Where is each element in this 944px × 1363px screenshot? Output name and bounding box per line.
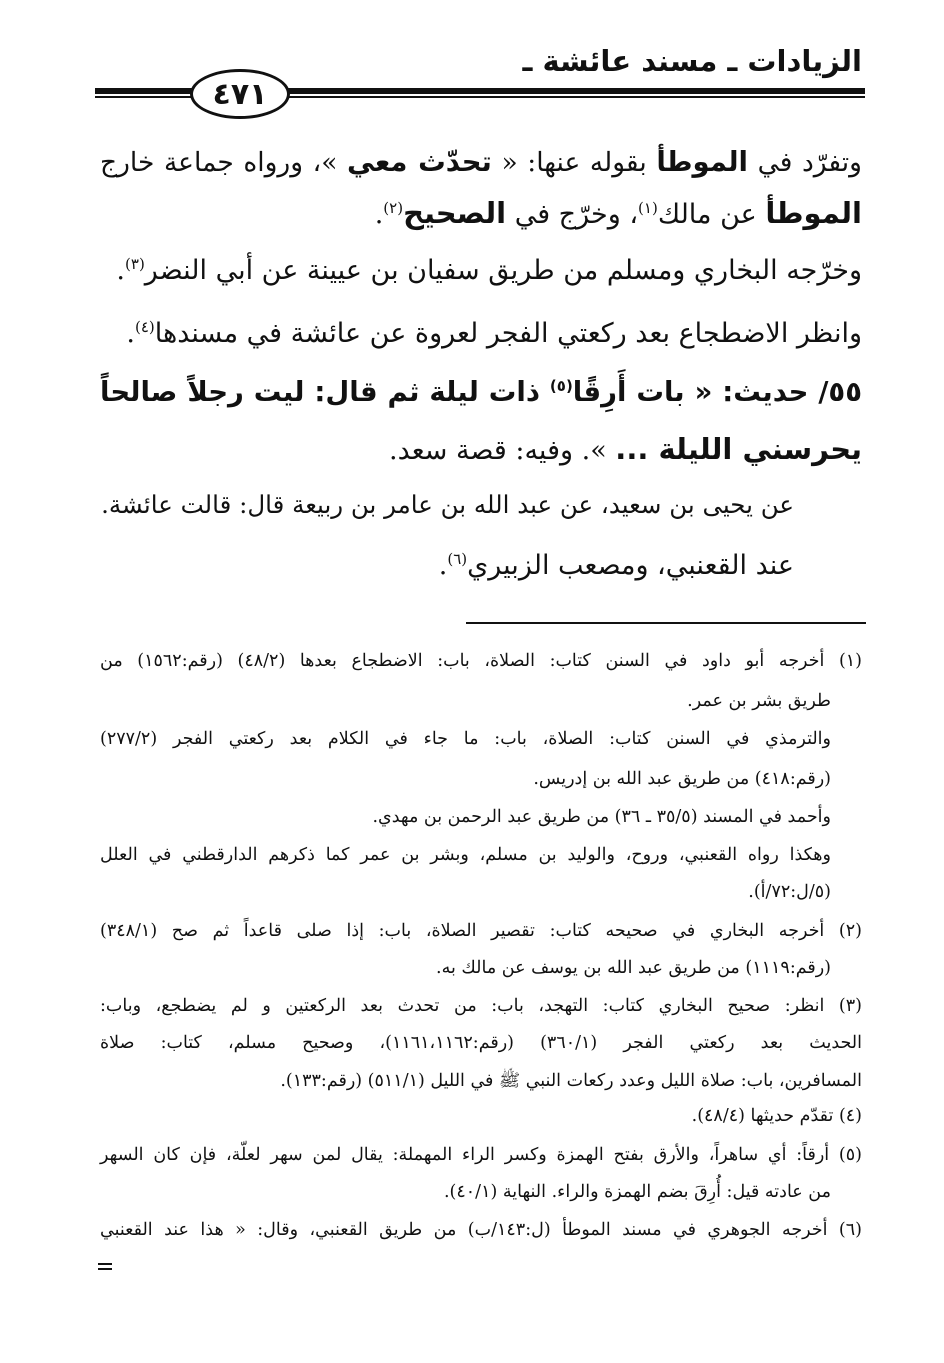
footnote-line: وهكذا رواه القعنبي، وروح، والوليد بن مسلم، وبشر بن عمر كما ذكرهم الدارقطني في العلل [100, 845, 831, 865]
text-run: »، ورواه جماعة خارج [100, 147, 348, 178]
footnote-separator [466, 622, 866, 624]
footnote-line: (٣) انظر: صحيح البخاري كتاب: التهجد، باب: من تحدث بعد الركعتين و لم يضطجع، وباب: [100, 996, 862, 1016]
text-run: ». وفيه: قصة سعد. [389, 435, 616, 466]
body-line-2 [100, 196, 862, 230]
hadith-number: ٥٥/ [808, 376, 862, 408]
footnote-ref: (٣) [125, 255, 145, 273]
footnote-ref: (٦) [447, 550, 468, 568]
quoted-phrase-emphasis: تحدّث معي [347, 146, 492, 178]
footnote-line: (٤) تقدّم حديثها (٤٨/٤). [691, 1106, 862, 1126]
hadith-text: « بات أَرِقًا [572, 376, 723, 408]
text-run: . [374, 199, 384, 230]
footnote-line: (رقم:١١١٩) من طريق عبد الله بن يوسف عن مالك به. [436, 958, 831, 978]
footnote-line: وأحمد في المسند (٣٥/٥ ـ ٣٦) من طريق عبد الرحمن بن مهدي. [372, 807, 831, 827]
footnote-line: (رقم:٤١٨) من طريق عبد الله بن إدريس. [533, 769, 831, 789]
running-header-title: الزيادات ـ مسند عائشة ـ [522, 44, 862, 78]
text-run: ، وخرّج في [506, 199, 639, 230]
footnote-line: الحديث بعد ركعتي الفجر (٣٦٠/١) (رقم:١١٦١،١١٦٢)، وصحيح مسلم، كتاب: صلاة [100, 1033, 862, 1053]
footnote-line: المسافرين، باب: صلاة الليل وعدد ركعات النبي ﷺ في الليل (٥١١/١) (رقم:١٣٣). [280, 1071, 862, 1091]
body-line-8 [100, 550, 794, 581]
body-line-6 [100, 432, 862, 466]
footnote-line: (١) أخرجه أبو داود في السنن كتاب: الصلاة، باب: الاضطجاع بعدها (٤٨/٢) (رقم:١٥٦٢) من [100, 651, 862, 671]
text-run: . [126, 318, 135, 349]
footnote-ref: (٢) [383, 199, 404, 217]
footnote-line: (٥) أرقاً: أي ساهراً، والأرق بفتح الهمزة وكسر الراء المهملة: يقال لمن سهر لعلّة، فإن كان السهر [100, 1145, 862, 1165]
footnote-line: (٥/ل:٧٢/أ). [748, 882, 831, 902]
book-title-emphasis: الموطأ [765, 196, 862, 230]
hadith-heading-line [100, 376, 862, 408]
text-run: وخرّجه البخاري ومسلم من طريق سفيان بن عيينة عن أبي النضر [144, 255, 862, 286]
body-line-3 [100, 255, 862, 286]
book-title-emphasis: الموطأ [656, 146, 748, 178]
hadith-text: يحرسني الليلة ... [615, 432, 862, 466]
footnote-ref: (٥) [549, 376, 573, 395]
footnote-ref: (١) [638, 199, 658, 217]
body-line-1 [100, 146, 862, 178]
text-run: وانظر الاضطجاع بعد ركعتي الفجر لعروة عن عائشة في مسندها [154, 318, 862, 349]
body-line-7: عن يحيى بن سعيد، عن عبد الله بن عامر بن ربيعة قال: قالت عائشة. [101, 490, 794, 519]
footnote-line: طريق بشر بن عمر. [687, 691, 831, 711]
page-number-badge [190, 69, 290, 119]
continuation-mark [98, 1263, 112, 1273]
text-run: . [438, 550, 448, 581]
footnote-ref: (٤) [134, 318, 155, 336]
text-run: . [116, 255, 126, 286]
body-line-4 [100, 318, 862, 349]
text-run: وتفرّد في [747, 147, 862, 178]
footnote-line: (٦) أخرجه الجوهري في مسند الموطأ (ل:١٤٣/ب) من طريق القعنبي، وقال: « هذا عند القعنبي [100, 1220, 862, 1240]
footnote-line: والترمذي في السنن كتاب: الصلاة، باب: ما جاء في الكلام بعد ركعتي الفجر (٢٧٧/٢) [100, 729, 831, 749]
page-number: ٤٧١ [212, 76, 268, 112]
hadith-label: حديث: [722, 376, 809, 408]
text-run: بقوله عنها: « [491, 147, 657, 178]
hadith-text: ذات ليلة ثم قال: ليت رجلاً صالحاً [100, 376, 550, 408]
text-run: عن مالك [657, 199, 766, 230]
text-run: عند القعنبي، ومصعب الزبيري [467, 550, 794, 581]
footnote-line: (٢) أخرجه البخاري في صحيحه كتاب: تقصير الصلاة، باب: إذا صلى قاعداً ثم صح (٣٤٨/١) [100, 921, 862, 941]
footnote-line: من عادته قيل: أُرِقَ بضم الهمزة والراء. النهاية (٤٠/١). [443, 1182, 831, 1202]
book-title-emphasis: الصحيح [403, 196, 507, 230]
